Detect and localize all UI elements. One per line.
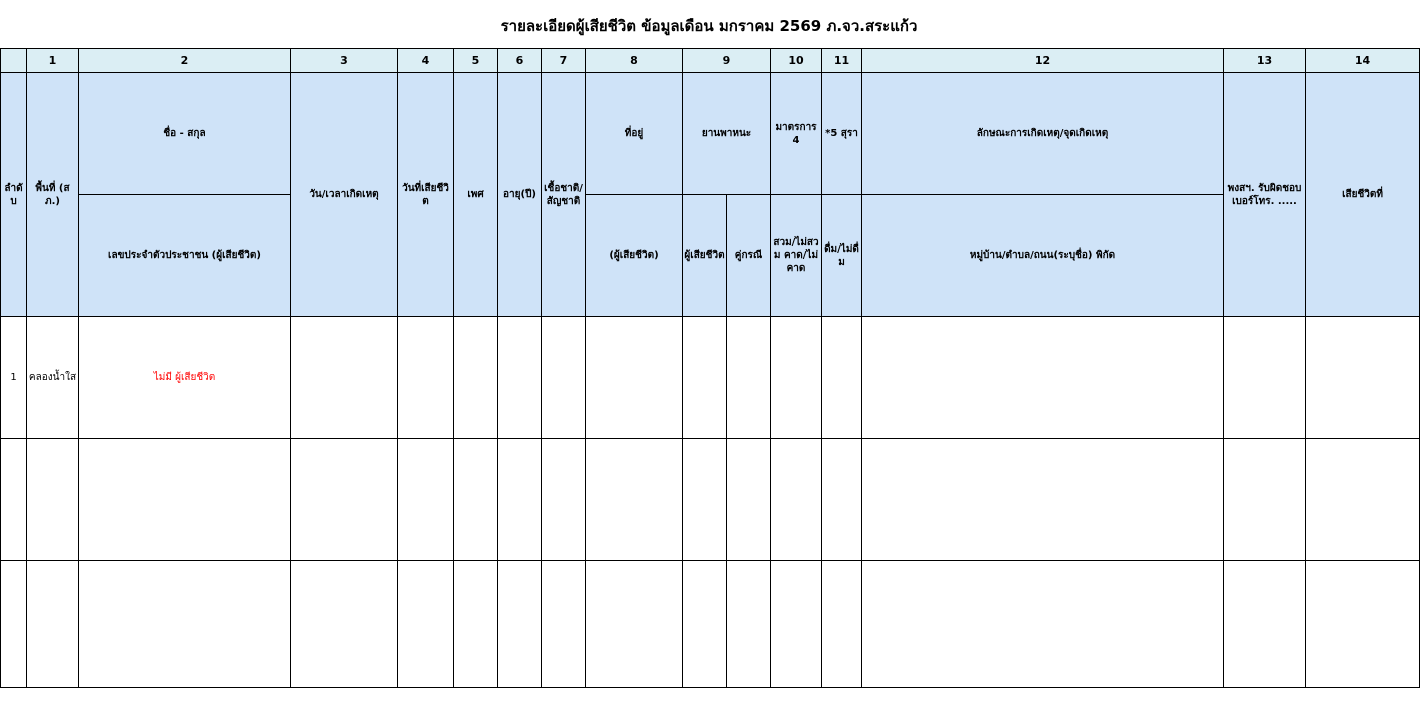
header-alcohol-sub[interactable]: ดื่ม/ไม่ดื่ม	[822, 195, 862, 317]
column-number[interactable]: 11	[822, 49, 862, 73]
cell-area[interactable]: คลองน้ำใส	[27, 317, 79, 439]
header-incident-nature[interactable]: ลักษณะการเกิดเหตุ/จุดเกิดเหตุ	[862, 73, 1224, 195]
header-vehicle[interactable]: ยานพาหนะ	[683, 73, 771, 195]
table-cell[interactable]	[79, 439, 291, 561]
table-row	[1, 561, 1420, 688]
table-cell[interactable]	[1306, 439, 1420, 561]
table-cell[interactable]	[27, 561, 79, 688]
header-address[interactable]: ที่อยู่	[586, 73, 683, 195]
column-number[interactable]: 12	[862, 49, 1224, 73]
header-name[interactable]: ชื่อ - สกุล	[79, 73, 291, 195]
header-death-date[interactable]: วันที่เสียชีวิต	[398, 73, 454, 317]
table-cell[interactable]	[771, 439, 822, 561]
table-cell[interactable]	[291, 317, 398, 439]
table-cell[interactable]	[1306, 561, 1420, 688]
table-cell[interactable]	[862, 439, 1224, 561]
header-measure4[interactable]: มาตรการ 4	[771, 73, 822, 195]
table-cell[interactable]	[79, 561, 291, 688]
table-cell[interactable]	[498, 317, 542, 439]
table-cell[interactable]	[862, 561, 1224, 688]
header-ethnicity[interactable]: เชื้อชาติ/สัญชาติ	[542, 73, 586, 317]
column-number[interactable]: 9	[683, 49, 771, 73]
table-cell[interactable]	[291, 439, 398, 561]
column-number[interactable]: 14	[1306, 49, 1420, 73]
table-cell[interactable]	[454, 439, 498, 561]
table-cell[interactable]	[683, 317, 727, 439]
column-number[interactable]: 1	[27, 49, 79, 73]
header-vehicle-counterpart[interactable]: คู่กรณี	[727, 195, 771, 317]
header-address-sub[interactable]: (ผู้เสียชีวิต)	[586, 195, 683, 317]
header-row-2	[1, 195, 1420, 317]
header-area[interactable]: พื้นที่ (สภ.)	[27, 73, 79, 317]
column-number[interactable]: 8	[586, 49, 683, 73]
table-cell[interactable]	[1224, 561, 1306, 688]
column-number[interactable]: 7	[542, 49, 586, 73]
column-number[interactable]: 3	[291, 49, 398, 73]
column-number[interactable]: 6	[498, 49, 542, 73]
header-incident-datetime[interactable]: วัน/เวลาเกิดเหตุ	[291, 73, 398, 317]
table-cell[interactable]	[398, 561, 454, 688]
table-cell[interactable]	[683, 561, 727, 688]
header-id-number[interactable]: เลขประจำตัวประชาชน (ผู้เสียชีวิต)	[79, 195, 291, 317]
column-number[interactable]: 4	[398, 49, 454, 73]
table-cell[interactable]	[586, 439, 683, 561]
table-cell[interactable]	[498, 439, 542, 561]
table-cell[interactable]	[398, 317, 454, 439]
header-sex[interactable]: เพศ	[454, 73, 498, 317]
table-cell[interactable]	[1306, 317, 1420, 439]
table-cell[interactable]	[1224, 439, 1306, 561]
header-seq[interactable]: ลำดับ	[1, 73, 27, 317]
table-cell[interactable]	[862, 317, 1224, 439]
table-cell[interactable]	[822, 439, 862, 561]
cell-no-fatality-note[interactable]: ไม่มี ผู้เสียชีวิต	[79, 317, 291, 439]
cell-seq[interactable]: 1	[1, 317, 27, 439]
table-cell[interactable]	[454, 317, 498, 439]
table-row	[1, 317, 1420, 439]
table-cell[interactable]	[542, 561, 586, 688]
header-age[interactable]: อายุ(ปี)	[498, 73, 542, 317]
table-cell[interactable]	[727, 317, 771, 439]
table-cell[interactable]	[1, 561, 27, 688]
header-place-of-death[interactable]: เสียชีวิตที่	[1306, 73, 1420, 317]
table-cell[interactable]	[454, 561, 498, 688]
table-cell[interactable]	[1224, 317, 1306, 439]
column-number[interactable]: 2	[79, 49, 291, 73]
column-number[interactable]: 5	[454, 49, 498, 73]
fatality-table	[0, 48, 1420, 688]
table-cell[interactable]	[398, 439, 454, 561]
table-row	[1, 439, 1420, 561]
table-cell[interactable]	[771, 561, 822, 688]
table-cell[interactable]	[683, 439, 727, 561]
header-incident-location[interactable]: หมู่บ้าน/ตำบล/ถนน(ระบุชื่อ) พิกัด	[862, 195, 1224, 317]
column-number[interactable]: 10	[771, 49, 822, 73]
column-number-blank[interactable]	[1, 49, 27, 73]
table-cell[interactable]	[291, 561, 398, 688]
table-cell[interactable]	[727, 561, 771, 688]
table-cell[interactable]	[586, 561, 683, 688]
table-cell[interactable]	[27, 439, 79, 561]
table-cell[interactable]	[822, 317, 862, 439]
sheet-title: รายละเอียดผู้เสียชีวิต ข้อมูลเดือน มกราคม 2569 ภ.จว.สระแก้ว	[500, 17, 918, 35]
table-cell[interactable]	[542, 317, 586, 439]
table-cell[interactable]	[771, 317, 822, 439]
header-vehicle-victim[interactable]: ผู้เสียชีวิต	[683, 195, 727, 317]
header-measure4-sub[interactable]: สวม/ไม่สวม คาด/ไม่คาด	[771, 195, 822, 317]
table-cell[interactable]	[822, 561, 862, 688]
header-row-1	[1, 73, 1420, 195]
header-officer[interactable]: พงสฯ. รับผิดชอบ เบอร์โทร. .....	[1224, 73, 1306, 317]
table-cell[interactable]	[542, 439, 586, 561]
column-number[interactable]: 13	[1224, 49, 1306, 73]
column-number-row	[1, 49, 1420, 73]
header-alcohol[interactable]: *5 สุรา	[822, 73, 862, 195]
table-cell[interactable]	[586, 317, 683, 439]
table-cell[interactable]	[1, 439, 27, 561]
table-cell[interactable]	[498, 561, 542, 688]
table-cell[interactable]	[727, 439, 771, 561]
